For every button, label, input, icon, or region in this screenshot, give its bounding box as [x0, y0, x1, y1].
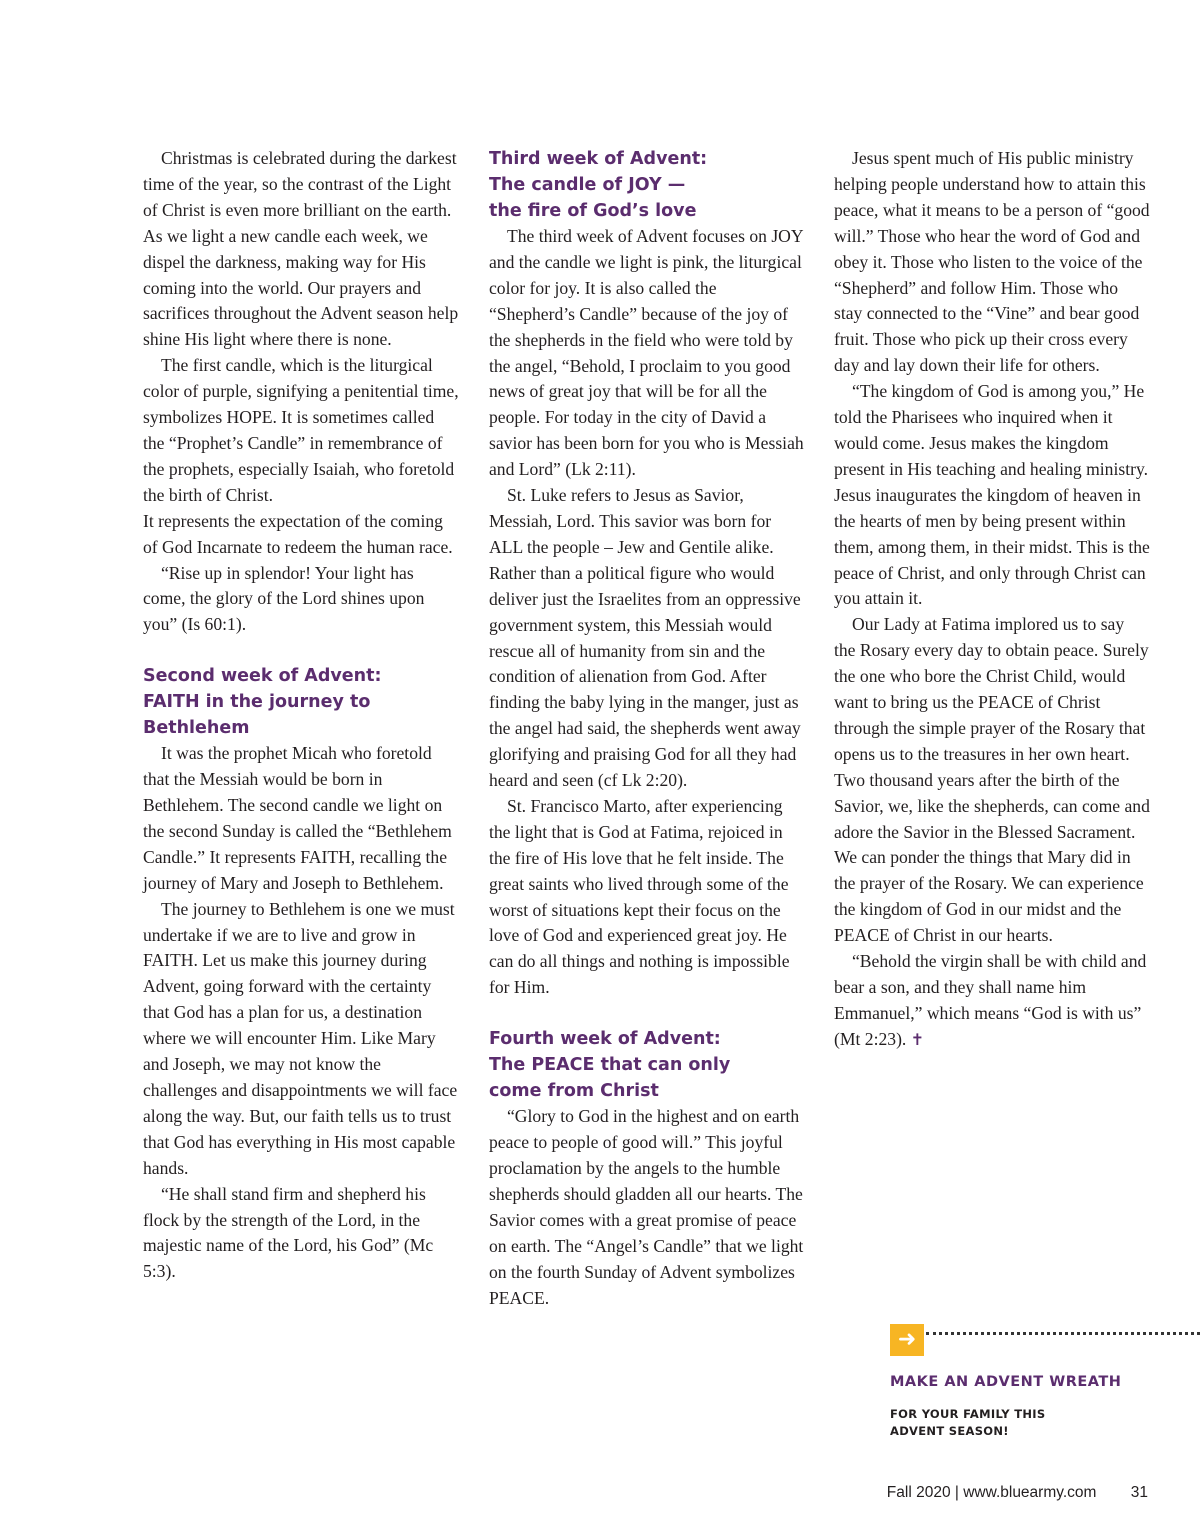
- section-heading-third-week: Third week of Advent: The candle of JOY — the fire of God’s love: [489, 149, 708, 221]
- paragraph: “He shall stand firm and shepherd his flock by the strength of the Lord, in the majestic name of the Lord, his God” (Mc 5:3).: [143, 1183, 434, 1282]
- paragraph: Jesus spent much of His public ministry helping people understand how to attain this peace, what it means to be a person of “good will.” Those who hear the word of God and obey it. Those who listen to the voice of the “Shepherd” and follow Him. Those who stay connected to the “Vine” and bear good fruit. Those who pick up their cross every day and lay down their life for others.: [834, 148, 1150, 376]
- footer-separator: |: [954, 1484, 959, 1501]
- paragraph: It was the prophet Micah who foretold that the Messiah would be born in Bethlehem. The second candle we light on the second Sunday is called the “Bethlehem Candle.” It represents FAITH, recalling the journey of Mary and Joseph to Bethlehem.: [143, 743, 452, 893]
- page-footer: [887, 1484, 1148, 1502]
- advent-wreath-callout[interactable]: [890, 1324, 1200, 1444]
- paragraph: The third week of Advent focuses on JOY and the candle we light is pink, the liturgical color for joy. It is also called the “Shepherd’s Candle” because of the joy of the shepherds in the field who were told by the angel, “Behold, I proclaim to you good news of great joy that will be for all the people. For today in the city of David a savior has been born for you who is Messiah and Lord” (Lk 2:11).: [489, 226, 804, 480]
- dotted-divider: [926, 1332, 1200, 1335]
- paragraph: The first candle, which is the liturgical color of purple, signifying a penitential time, symbolizes HOPE. It is sometimes called the “Prophet’s Candle” in remembrance of the prophets, especially Isaiah, who foretold the birth of Christ. It represents the expectation of the coming of God Incarnate to redeem the human race.: [143, 355, 459, 557]
- paragraph: “Glory to God in the highest and on earth peace to people of good will.” This joyful proclamation by the angels to the humble shepherds should gladden all our hearts. The Savior comes with a great promise of peace on earth. The “Angel’s Candle” that we light on the fourth Sunday of Advent symbolizes PEACE.: [489, 1106, 804, 1308]
- paragraph: Our Lady at Fatima implored us to say the Rosary every day to obtain peace. Surely the one who bore the Christ Child, would want to bring us the PEACE of Christ through the simple prayer of the Rosary that opens us to the treasures in her own heart. Two thousand years after the birth of the Savior, we, like the shepherds, can come and adore the Savior in the Blessed Sacrament. We can ponder the things that Mary did in the prayer of the Rosary. We can experience the kingdom of God in our midst and the PEACE of Christ in our hearts.: [834, 614, 1150, 946]
- column-3: [834, 146, 1150, 1053]
- arrow-right-icon[interactable]: ➜: [890, 1324, 924, 1356]
- callout-subtitle: FOR YOUR FAMILY THIS ADVENT SEASON!: [890, 1407, 1046, 1438]
- column-1: [143, 146, 459, 1285]
- callout-title[interactable]: MAKE AN ADVENT WREATH: [890, 1374, 1122, 1390]
- website-link[interactable]: www.bluearmy.com: [963, 1484, 1097, 1501]
- paragraph: The journey to Bethlehem is one we must undertake if we are to live and grow in FAITH. Let us make this journey during Advent, going forward with the certainty that God has a plan for us, a destination where we will encounter Him. Like Mary and Joseph, we may not know the challenges and disappointments we will face along the way. But, our faith tells us to trust that God has everything in His most capable hands.: [143, 898, 458, 1178]
- paragraph: “The kingdom of God is among you,” He told the Pharisees who inquired when it would come. Jesus makes the kingdom present in His teaching and healing ministry. Jesus inaugurates the kingdom of heaven in the hearts of men by being present within them, among them, in their midst. This is the peace of Christ, and only through Christ can you attain it.: [834, 381, 1150, 609]
- paragraph-final: [834, 949, 1150, 1053]
- paragraph: “Rise up in splendor! Your light has come, the glory of the Lord shines upon you” (Is 60:1).: [143, 562, 425, 635]
- page-number: 31: [1130, 1484, 1148, 1501]
- paragraph: St. Francisco Marto, after experiencing the light that is God at Fatima, rejoiced in the fire of His love that he felt inside. The great saints who lived through some of the worst of situations kept their focus on the love of God and experienced great joy. He can do all things and nothing is impossible for Him.: [489, 795, 790, 998]
- paragraph-text: “Behold the virgin shall be with child and bear a son, and they shall name him Emmanuel,” which means “God is with us” (Mt 2:23).: [834, 951, 1147, 1049]
- cross-icon: ✝: [910, 1029, 925, 1049]
- issue-label: Fall 2020: [886, 1484, 951, 1501]
- section-heading-fourth-week: Fourth week of Advent: The PEACE that can only come from Christ: [489, 1029, 731, 1102]
- paragraph: St. Luke refers to Jesus as Savior, Messiah, Lord. This savior was born for ALL the people – Jew and Gentile alike. Rather than a political figure who would deliver just the Israelites from an oppressive government system, this Messiah would rescue all of humanity from sin and the condition of alienation from God. After finding the baby lying in the manger, just as the angel had said, the shepherds went away glorifying and praising God for all they had heard and seen (cf Lk 2:20).: [489, 485, 801, 791]
- column-2: [489, 146, 805, 1311]
- paragraph: Christmas is celebrated during the darkest time of the year, so the contrast of the Light of Christ is even more brilliant on the earth. As we light a new candle each week, we dispel the darkness, making way for His coming into the world. Our prayers and sacrifices throughout the Advent season help shine His light where there is none.: [143, 148, 459, 350]
- section-heading-second-week: Second week of Advent: FAITH in the journey to Bethlehem: [143, 666, 382, 739]
